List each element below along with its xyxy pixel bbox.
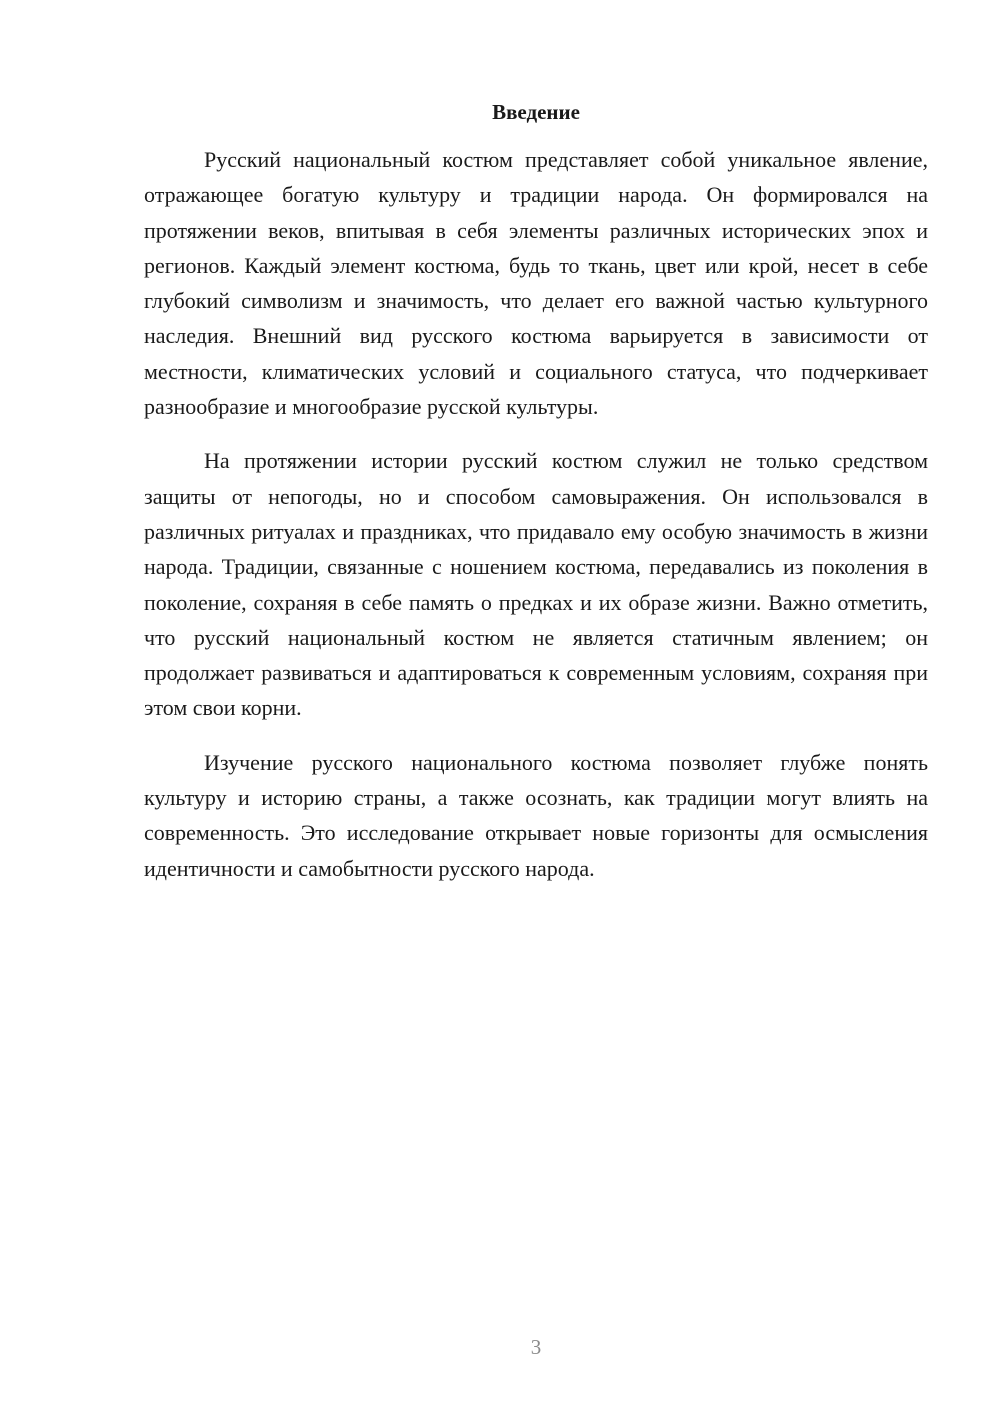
page-number: 3 [530, 1335, 542, 1359]
paragraph-3: Изучение русского национального костюма позволяет глубже понять культуру и историю страны, а также осознать, как традиции могут влиять на современность. Это исследование открывает новые горизонты для осмысления идентичности и самобытности русского народа. [144, 749, 928, 881]
paragraph-1: Русский национальный костюм представляет собой уникальное явление, отражающее богатую культуру и традиции народа. Он формировался на протяжении веков, впитывая в себя элементы различных исторических эпох и регионов. Каждый элемент костюма, будь то ткань, цвет или крой, несет в себе глубокий символизм и значимость, что делает его важной частью культурного наследия. Внешний вид русского костюма варьируется в зависимости от местности, климатических условий и социального статуса, что подчеркивает разнообразие и многообразие русской культуры. [144, 147, 928, 420]
section-title: Введение [492, 100, 580, 124]
paragraph-2: На протяжении истории русский костюм служил не только средством защиты от непогоды, но и способом самовыражения. Он использовался в различных ритуалах и праздниках, что придавало ему особую значимость в жизни народа. Традиции, связанные с ношением костюма, передавались из поколения в поколение, сохраняя в себе память о предках и их образе жизни. Важно отметить, что русский национальный костюм не является статичным явлением; он продолжает развиваться и адаптироваться к современным условиям, сохраняя при этом свои корни. [144, 448, 928, 721]
body-text [144, 142, 928, 905]
